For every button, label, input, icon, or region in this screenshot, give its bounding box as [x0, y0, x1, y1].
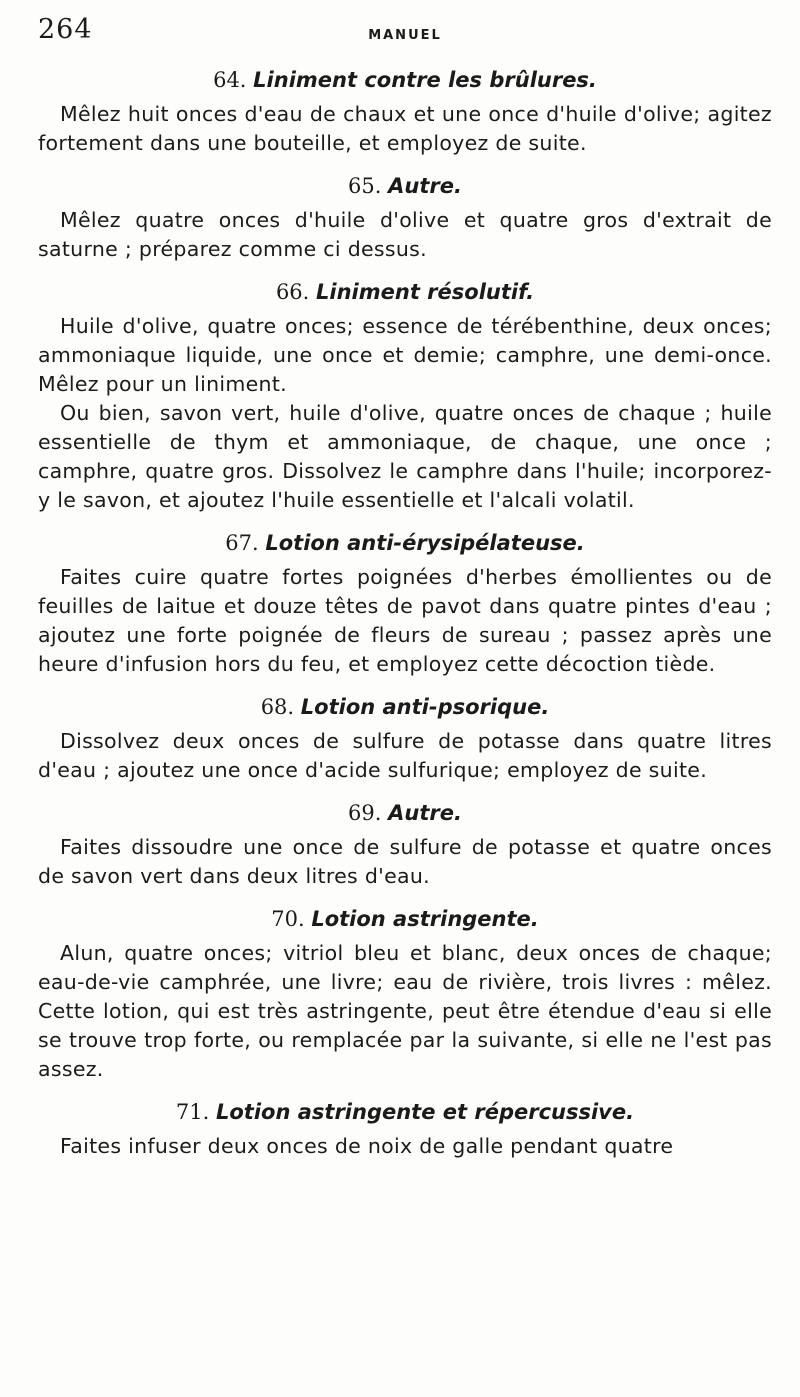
page-number: 264 [38, 14, 93, 45]
recipe-heading [38, 799, 772, 827]
recipe-heading [38, 1098, 772, 1126]
recipe-title: Lotion anti-psorique. [300, 695, 550, 719]
recipe-title: Lotion astringente. [311, 907, 539, 931]
running-head [38, 8, 772, 52]
recipe-title: Liniment contre les brûlures. [253, 68, 597, 92]
recipe-paragraph: Mêlez quatre onces d'huile d'olive et quatre gros d'extrait de saturne ; préparez comme ci dessus. [38, 208, 772, 261]
recipe-heading [38, 693, 772, 721]
recipe-section [38, 278, 772, 515]
recipe-paragraph: Dissolvez deux onces de sulfure de potasse dans quatre litres d'eau ; ajoutez une once d'acide sulfurique; employez de suite. [38, 729, 772, 782]
recipe-section [38, 66, 772, 158]
recipe-section [38, 799, 772, 891]
recipe-paragraph: Alun, quatre onces; vitriol bleu et blanc, deux onces de chaque; eau-de-vie camphrée, une livre; eau de rivière, trois livres : mêlez. Cette lotion, qui est très astringente, peut être étendue d'eau si elle se trouve trop forte, ou remplacée par la suivante, si elle ne l'est pas assez. [38, 941, 772, 1081]
recipe-number: 64. [213, 68, 247, 92]
recipe-number: 68. [260, 695, 295, 719]
recipe-paragraph: Huile d'olive, quatre onces; essence de térébenthine, deux onces; ammoniaque liquide, une once et demie; camphre, une demi-once. Mêlez pour un liniment. [38, 314, 772, 396]
recipe-title: Autre. [388, 801, 462, 825]
recipe-section [38, 172, 772, 264]
recipe-heading [38, 278, 772, 306]
running-title: MANUEL [368, 28, 442, 43]
recipe-title: Autre. [388, 174, 462, 198]
recipe-title: Lotion anti-érysipélateuse. [265, 531, 585, 555]
recipe-paragraph: Faites dissoudre une once de sulfure de potasse et quatre onces de savon vert dans deux litres d'eau. [38, 835, 772, 888]
recipe-heading [38, 172, 772, 200]
recipe-number: 70. [271, 907, 305, 931]
recipe-heading [38, 66, 772, 94]
recipe-title: Liniment résolutif. [316, 280, 535, 304]
recipe-paragraph: Faites cuire quatre fortes poignées d'herbes émollientes ou de feuilles de laitue et douze têtes de pavot dans quatre pintes d'eau ; ajoutez une forte poignée de fleurs de sureau ; passez après une heure d'infusion hors du feu, et employez cette décoction tiède. [38, 565, 772, 676]
recipe-number: 69. [348, 801, 382, 825]
recipe-heading [38, 529, 772, 557]
recipe-section [38, 693, 772, 785]
recipe-title: Lotion astringente et répercussive. [216, 1100, 635, 1124]
recipe-section [38, 529, 772, 679]
recipe-paragraph: Faites infuser deux onces de noix de galle pendant quatre [60, 1134, 674, 1158]
recipe-list [38, 66, 772, 1161]
recipe-heading [38, 905, 772, 933]
book-page [38, 8, 772, 1161]
recipe-paragraph: Mêlez huit onces d'eau de chaux et une once d'huile d'olive; agitez fortement dans une bouteille, et employez de suite. [38, 102, 772, 155]
recipe-section [38, 1098, 772, 1161]
recipe-paragraph: Ou bien, savon vert, huile d'olive, quatre onces de chaque ; huile essentielle de thym et ammoniaque, de chaque, une once ; camphre, quatre gros. Dissolvez le camphre dans l'huile; incorporez-y le savon, et ajoutez l'huile essentielle et l'alcali volatil. [38, 401, 772, 512]
recipe-number: 67. [225, 531, 259, 555]
recipe-section [38, 905, 772, 1084]
recipe-number: 71. [175, 1100, 210, 1124]
recipe-number: 65. [348, 174, 382, 198]
recipe-number: 66. [275, 280, 310, 304]
